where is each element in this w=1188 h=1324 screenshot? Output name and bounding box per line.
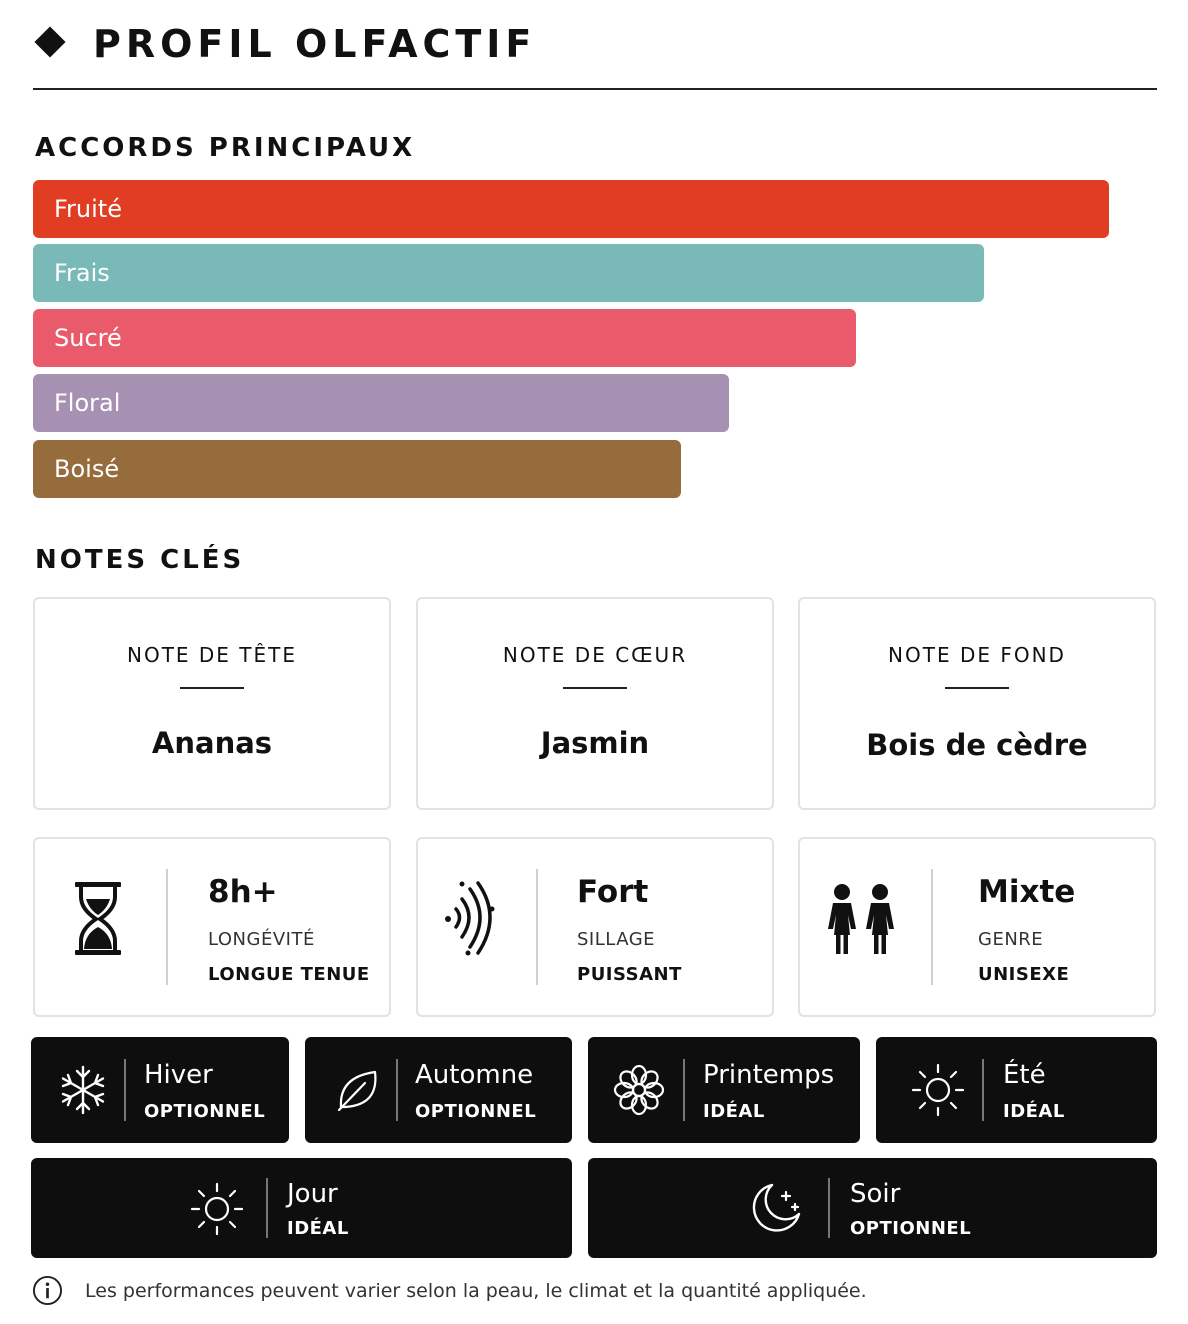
accord-label: Boisé xyxy=(54,455,120,483)
longevity-value: 8h+ xyxy=(208,874,278,910)
divider xyxy=(536,869,538,985)
divider xyxy=(683,1059,685,1121)
season-status: IDÉAL xyxy=(1003,1101,1065,1122)
flower-icon xyxy=(612,1063,666,1117)
gender-value: Mixte xyxy=(978,874,1076,910)
moon-stars-icon xyxy=(748,1180,804,1236)
season-name: Printemps xyxy=(703,1060,835,1090)
time-card-soir xyxy=(588,1158,1157,1258)
info-icon xyxy=(32,1275,63,1306)
time-status: IDÉAL xyxy=(287,1218,349,1239)
sun-icon xyxy=(189,1181,245,1237)
accord-label: Sucré xyxy=(54,324,122,352)
time-status: OPTIONNEL xyxy=(850,1218,972,1239)
divider xyxy=(945,687,1009,689)
season-status: OPTIONNEL xyxy=(415,1101,537,1122)
sillage-waves-icon xyxy=(442,879,502,959)
season-card-printemps xyxy=(588,1037,860,1143)
sillage-value: Fort xyxy=(577,874,649,910)
note-card-top xyxy=(33,597,391,810)
divider xyxy=(396,1059,398,1121)
accords-section-title: ACCORDS PRINCIPAUX xyxy=(35,133,416,163)
season-status: IDÉAL xyxy=(703,1101,765,1122)
diamond-icon xyxy=(34,26,65,57)
season-name: Hiver xyxy=(144,1060,213,1090)
disclaimer xyxy=(32,1275,1152,1307)
season-card-hiver xyxy=(31,1037,289,1143)
divider xyxy=(266,1178,268,1238)
page-header xyxy=(33,22,1157,90)
snowflake-icon xyxy=(57,1064,109,1116)
unisex-people-icon xyxy=(824,879,900,959)
longevity-label: LONGÉVITÉ xyxy=(208,929,315,950)
note-value: Ananas xyxy=(151,726,273,760)
note-value: Jasmin xyxy=(540,726,650,760)
sillage-label: SILLAGE xyxy=(577,929,656,950)
note-label: NOTE DE TÊTE xyxy=(126,643,297,667)
season-status: OPTIONNEL xyxy=(144,1101,266,1122)
longevity-card xyxy=(33,837,391,1017)
longevity-desc: LONGUE TENUE xyxy=(208,964,370,985)
accord-label: Floral xyxy=(54,389,121,417)
gender-label: GENRE xyxy=(978,929,1044,950)
divider xyxy=(563,687,627,689)
page-title: PROFIL OLFACTIF xyxy=(93,22,537,66)
divider xyxy=(180,687,244,689)
hourglass-icon xyxy=(71,879,131,959)
accord-bar-boise xyxy=(33,440,681,498)
divider xyxy=(124,1059,126,1121)
season-card-automne xyxy=(305,1037,572,1143)
note-value: Bois de cèdre xyxy=(866,728,1088,762)
leaf-icon xyxy=(335,1067,381,1113)
divider xyxy=(828,1178,830,1238)
accord-bar-floral xyxy=(33,374,729,432)
accord-bar-fruite xyxy=(33,180,1109,238)
time-name: Jour xyxy=(287,1179,338,1209)
note-label: NOTE DE CŒUR xyxy=(502,643,688,667)
notes-section-title: NOTES CLÉS xyxy=(35,545,245,575)
season-name: Été xyxy=(1003,1060,1046,1090)
accord-bar-frais xyxy=(33,244,984,302)
divider xyxy=(982,1059,984,1121)
sillage-desc: PUISSANT xyxy=(577,964,682,985)
gender-card xyxy=(798,837,1156,1017)
time-name: Soir xyxy=(850,1179,901,1209)
accord-label: Frais xyxy=(54,259,110,287)
divider xyxy=(931,869,933,985)
sun-icon xyxy=(910,1062,966,1118)
note-label: NOTE DE FOND xyxy=(888,643,1066,667)
time-card-jour xyxy=(31,1158,572,1258)
gender-desc: UNISEXE xyxy=(978,964,1070,985)
disclaimer-text: Les performances peuvent varier selon la peau, le climat et la quantité appliquée. xyxy=(85,1280,867,1302)
accord-bar-sucre xyxy=(33,309,856,367)
note-card-base xyxy=(798,597,1156,810)
divider xyxy=(166,869,168,985)
note-card-heart xyxy=(416,597,774,810)
sillage-card xyxy=(416,837,774,1017)
season-name: Automne xyxy=(415,1060,534,1090)
accord-label: Fruité xyxy=(54,195,122,223)
season-card-ete xyxy=(876,1037,1157,1143)
